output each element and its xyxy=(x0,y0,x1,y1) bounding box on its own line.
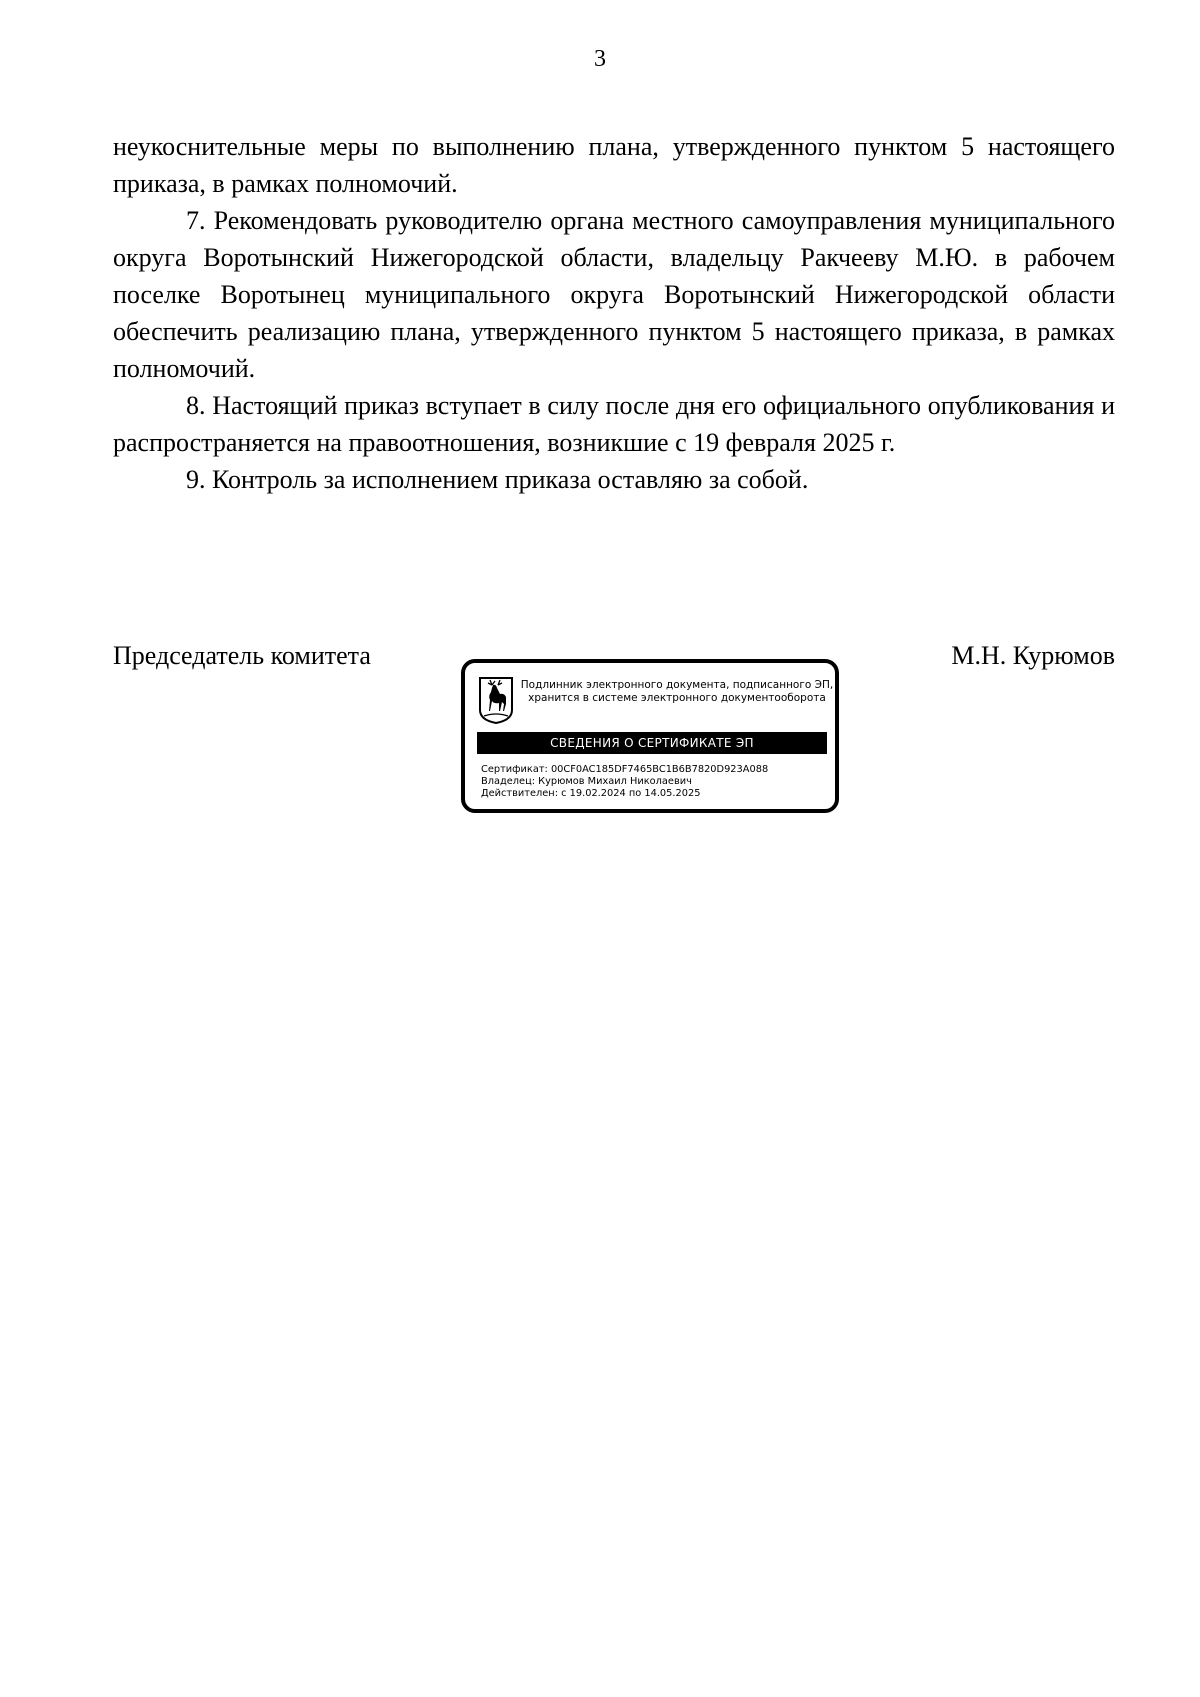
certificate-owner: Владелец: Курюмов Михаил Николаевич xyxy=(481,776,692,787)
signatory-name: М.Н. Курюмов xyxy=(951,641,1115,670)
stamp-header-line: Подлинник электронного документа, подписанного ЭП, xyxy=(520,679,834,691)
certificate-validity: Действителен: с 19.02.2024 по 14.05.2025 xyxy=(481,788,701,799)
paragraph-item-8: 8. Настоящий приказ вступает в силу после дня его официального опубликования и распространяется на правоотношения, возникшие с 19 февраля 2025 г. xyxy=(113,391,1115,457)
stamp-title: СВЕДЕНИЯ О СЕРТИФИКАТЕ ЭП xyxy=(477,732,827,754)
electronic-signature-stamp xyxy=(461,659,839,813)
paragraph-item-9: 9. Контроль за исполнением приказа оставляю за собой. xyxy=(186,465,809,494)
paragraph-item-7: 7. Рекомендовать руководителю органа местного самоуправления муниципального округа Воротынский Нижегородской области, владельцу Ракчееву М.Ю. в рабочем поселке Воротынец муниципального округа Воротынский Нижегородской области обеспечить реализацию плана, утвержденного пунктом 5 настоящего приказа, в рамках полномочий. xyxy=(113,206,1115,383)
stamp-certificate-details xyxy=(481,764,831,800)
stamp-header xyxy=(517,679,837,705)
certificate-number: Сертификат: 00CF0AC185DF7465BC1B6B7820D923A088 xyxy=(481,764,769,775)
paragraph-continuation: неукоснительные меры по выполнению плана, утвержденного пунктом 5 настоящего приказа, в рамках полномочий. xyxy=(113,132,1115,198)
page-number: 3 xyxy=(594,46,606,72)
stamp-header-line: хранится в системе электронного документооборота xyxy=(528,692,826,704)
document-body xyxy=(113,128,1115,498)
signatory-position: Председатель комитета xyxy=(113,641,371,670)
nizhny-novgorod-deer-emblem-icon xyxy=(478,676,514,724)
